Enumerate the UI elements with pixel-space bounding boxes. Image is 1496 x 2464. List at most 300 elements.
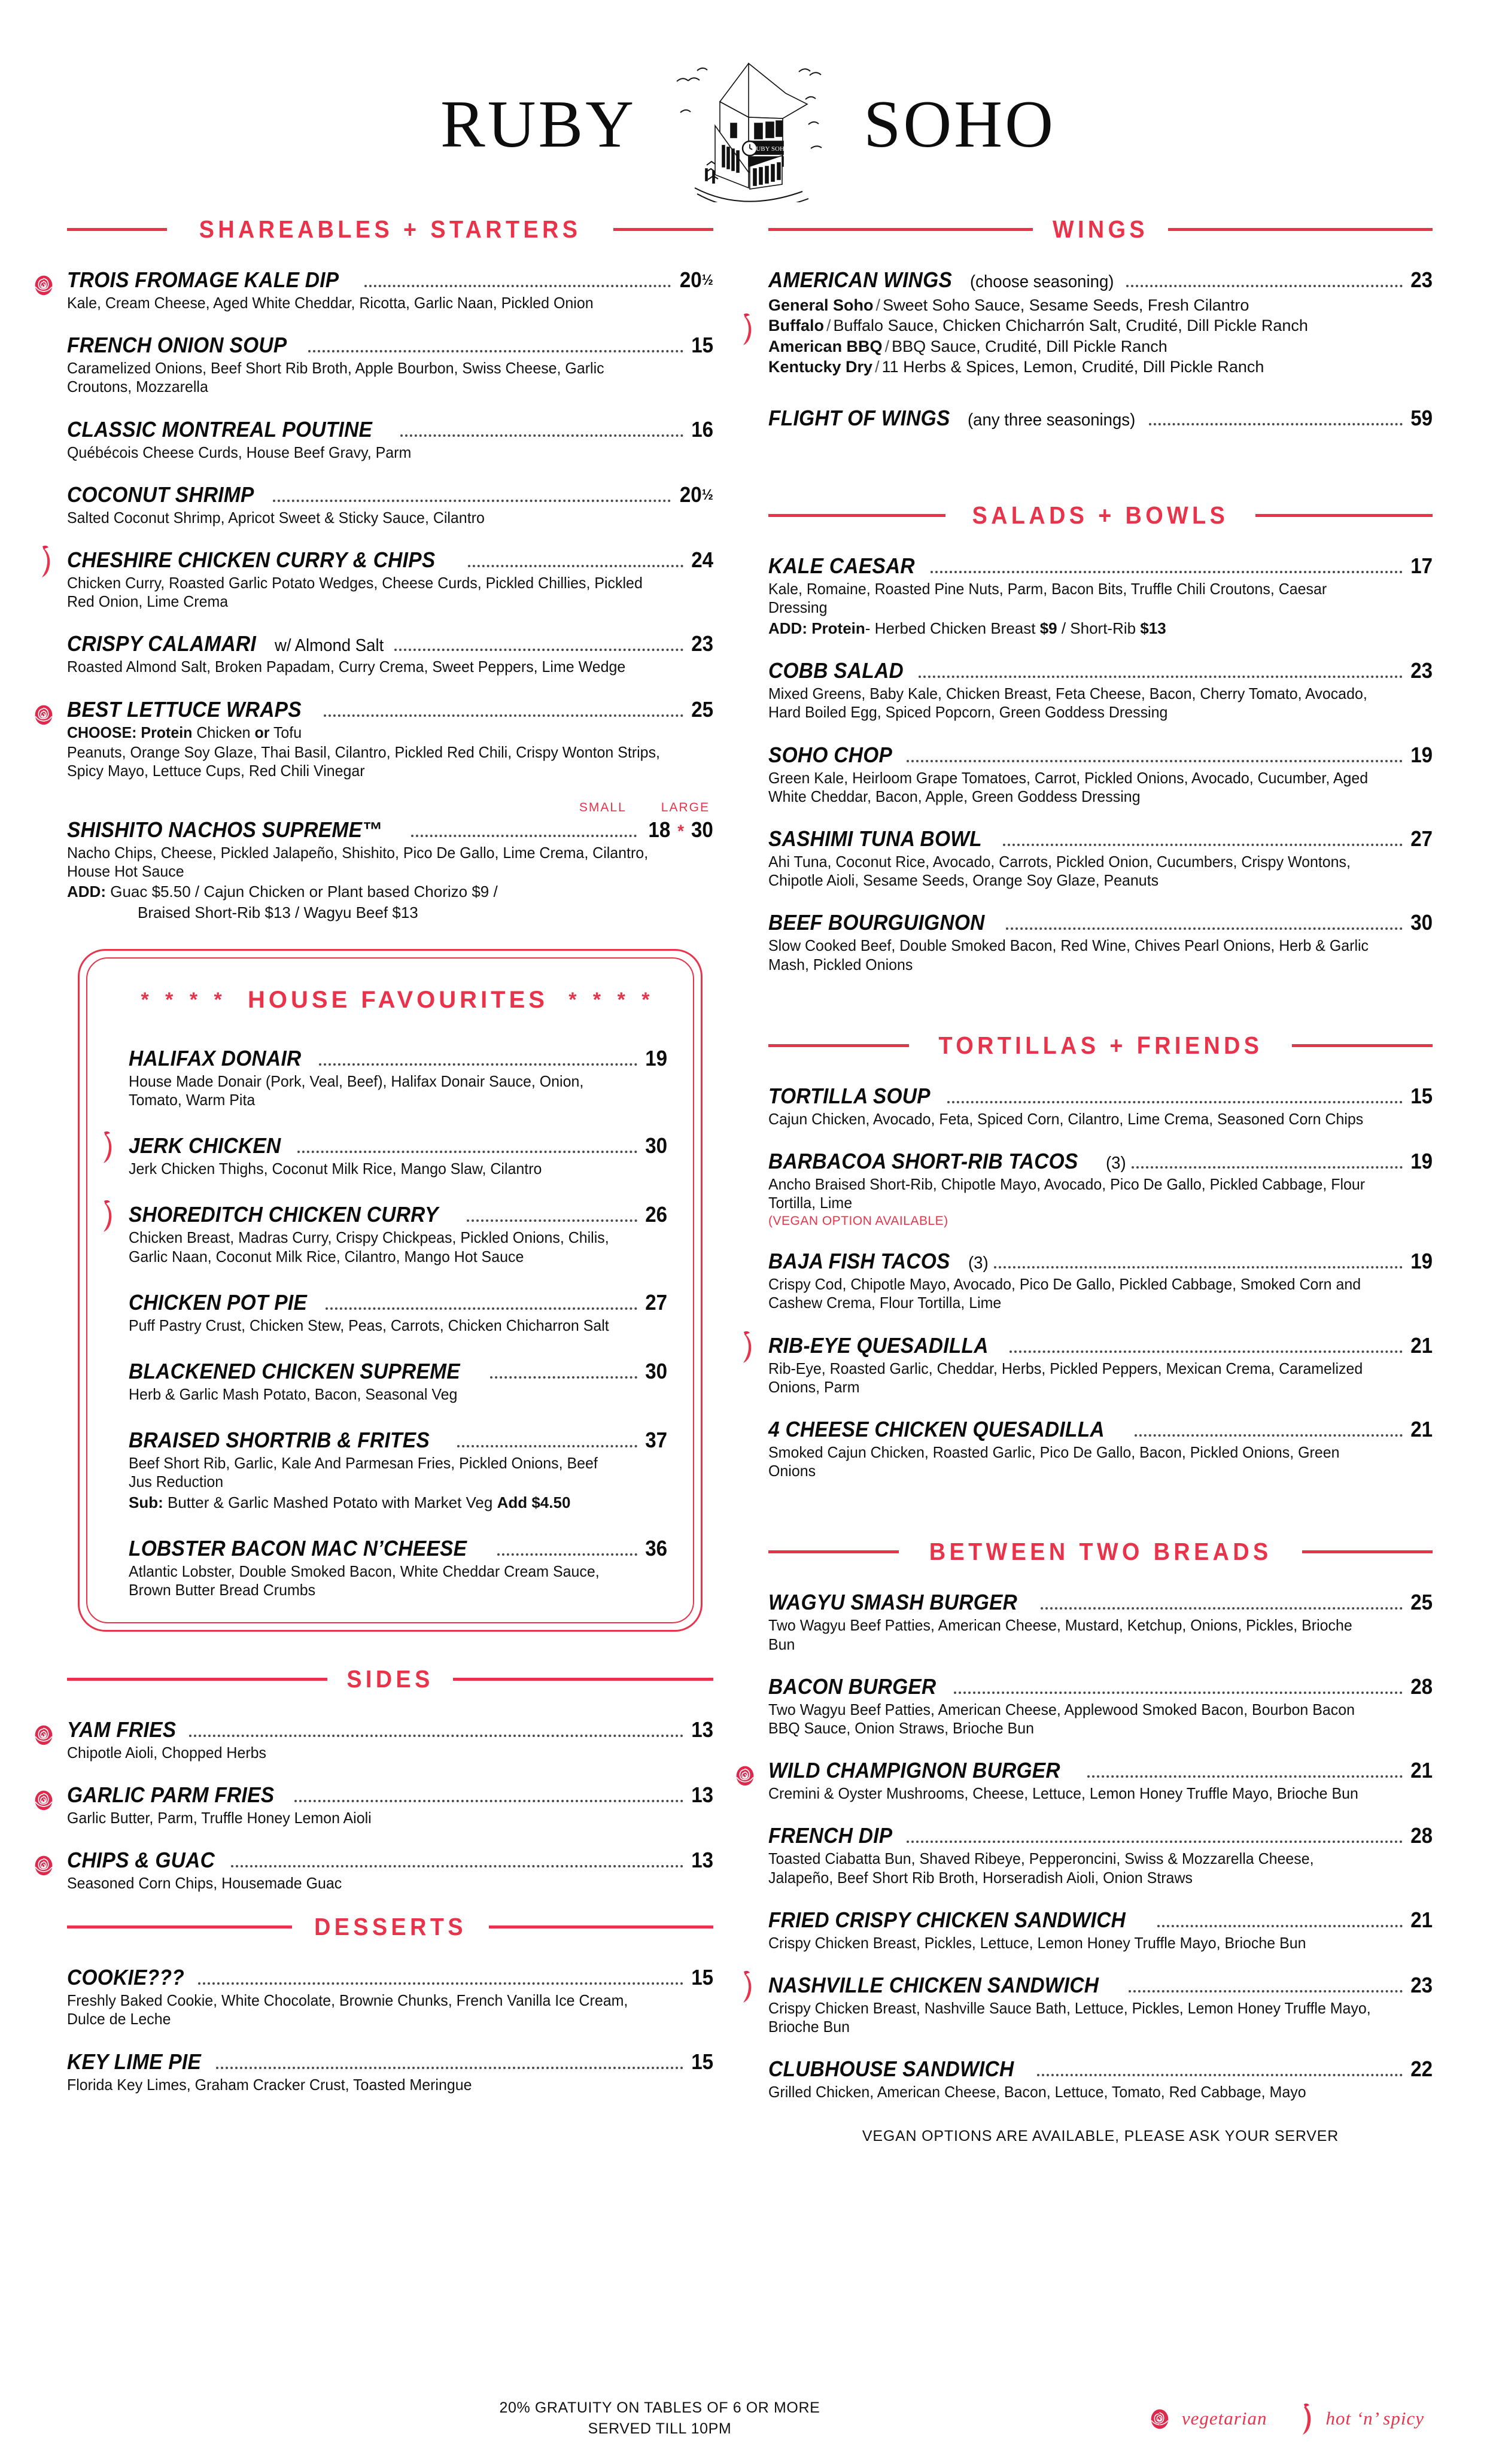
item-description: Peanuts, Orange Soy Glaze, Thai Basil, Cilantro, Pickled Red Chili, Crispy Wonton Strips, Spicy Mayo, Lettuce Cups, Red Chili Vinegar bbox=[67, 743, 660, 780]
rose-icon bbox=[30, 1851, 61, 1882]
item-name: CHIPS & GUAC bbox=[67, 1848, 215, 1873]
item-description: Québécois Cheese Curds, House Beef Gravy, Parm bbox=[67, 443, 412, 461]
item-head bbox=[67, 267, 713, 293]
item-price: 24 bbox=[691, 547, 713, 572]
divider-left bbox=[67, 1678, 327, 1681]
item-price: 30 bbox=[1410, 910, 1433, 935]
leader-dots bbox=[994, 1266, 1403, 1268]
stars-right: * * * * bbox=[568, 988, 655, 1011]
item-name: BRAISED SHORTRIB & FRITES bbox=[129, 1428, 430, 1453]
menu-item-shoreditch-chicken-curry[interactable] bbox=[129, 1202, 667, 1266]
item-price: 20½ bbox=[679, 267, 713, 292]
seasoning-separator: / bbox=[875, 296, 881, 314]
breads-items bbox=[768, 1590, 1433, 2101]
vegan-options-note: VEGAN OPTIONS ARE AVAILABLE, PLEASE ASK YOUR SERVER bbox=[862, 2128, 1339, 2145]
divider-left bbox=[768, 1044, 909, 1047]
item-price: 23 bbox=[1410, 658, 1433, 683]
item-name: CLASSIC MONTREAL POUTINE bbox=[67, 416, 373, 442]
chili-icon bbox=[94, 1130, 121, 1167]
item-name: AMERICAN WINGS bbox=[768, 267, 953, 292]
seasoning-description: 11 Herbs & Spices, Lemon, Crudité, Dill Pickle Ranch bbox=[881, 357, 1264, 376]
leader-dots bbox=[1126, 284, 1403, 287]
item-name: FLIGHT OF WINGS bbox=[768, 406, 950, 431]
legend-vegetarian-label: vegetarian bbox=[1181, 2407, 1267, 2429]
leader-dots bbox=[273, 499, 671, 502]
item-head bbox=[67, 333, 713, 358]
item-price: 59 bbox=[1410, 406, 1433, 431]
divider-right bbox=[1168, 228, 1433, 231]
wings-seasoning-list bbox=[768, 295, 1433, 377]
item-price: 28 bbox=[1410, 1674, 1433, 1699]
item-price: 20½ bbox=[679, 482, 713, 507]
section-header-breads bbox=[768, 1538, 1433, 1566]
item-name: TORTILLA SOUP bbox=[768, 1083, 931, 1108]
seasoning-description: Sweet Soho Sauce, Sesame Seeds, Fresh Cilantro bbox=[883, 296, 1249, 314]
wings-seasoning-american-bbq[interactable] bbox=[768, 336, 1433, 357]
choose-option-1: Chicken bbox=[196, 723, 251, 741]
divider-left bbox=[67, 1925, 292, 1928]
item-price: 27 bbox=[1410, 826, 1433, 851]
menu-item-kale-caesar[interactable] bbox=[768, 553, 1433, 638]
item-head bbox=[67, 631, 713, 656]
item-qualifier: w/ Almond Salt bbox=[274, 636, 384, 656]
house-favourites-items bbox=[129, 1046, 667, 1600]
item-description: Crispy Chicken Breast, Nashville Sauce Bath, Lettuce, Pickles, Lemon Honey Truffle Mayo, Brioche Bun bbox=[768, 1998, 1371, 2036]
menu-item-halifax-donair[interactable] bbox=[129, 1046, 667, 1109]
item-head bbox=[67, 1717, 713, 1742]
item-head bbox=[67, 417, 713, 442]
gratuity-line-1: 20% GRATUITY ON TABLES OF 6 OR MORE bbox=[499, 2399, 820, 2416]
item-qualifier: (3) bbox=[968, 1254, 989, 1273]
item-description: Seasoned Corn Chips, Housemade Guac bbox=[67, 1874, 342, 1893]
leader-dots bbox=[198, 1982, 683, 1985]
legend-spicy bbox=[1293, 2401, 1424, 2436]
item-description: Cajun Chicken, Avocado, Feta, Spiced Corn, Cilantro, Lime Crema, Seasoned Corn Chips bbox=[768, 1109, 1364, 1128]
item-price: 19 bbox=[1410, 742, 1433, 767]
shareables-items bbox=[67, 267, 713, 780]
add-price-1: $9 bbox=[1039, 619, 1057, 637]
legend bbox=[1146, 2401, 1424, 2436]
item-name: CRISPY CALAMARI bbox=[67, 631, 257, 656]
item-description: Caramelized Onions, Beef Short Rib Broth, Apple Bourbon, Swiss Cheese, Garlic Croutons, Mozzarella bbox=[67, 359, 604, 396]
item-description: Slow Cooked Beef, Double Smoked Bacon, Red Wine, Chives Pearl Onions, Herb & Garlic Mash, Pickled Onions bbox=[768, 936, 1369, 974]
leader-dots bbox=[1006, 927, 1403, 930]
menu-item-4-cheese-chicken-quesadilla[interactable] bbox=[768, 1417, 1433, 1480]
menu-item-crispy-calamari[interactable] bbox=[67, 631, 713, 676]
item-head bbox=[768, 1908, 1433, 1933]
house-favourites-title bbox=[129, 987, 667, 1014]
seasoning-separator: / bbox=[826, 317, 831, 335]
wings-seasoning-general-soho[interactable] bbox=[768, 295, 1433, 315]
item-head bbox=[129, 1359, 667, 1384]
leader-dots bbox=[1003, 843, 1403, 846]
item-price-pair bbox=[649, 817, 713, 842]
leader-dots bbox=[1087, 1775, 1403, 1778]
menu-item-chips-guac[interactable] bbox=[67, 1848, 713, 1893]
item-head bbox=[129, 1428, 667, 1453]
item-name: COOKIE??? bbox=[67, 1965, 184, 1990]
item-description: Toasted Ciabatta Bun, Shaved Ribeye, Pepperoncini, Swiss & Mozzarella Cheese, Jalapeño, Beef Short Rib Broth, Horseradish Aioli, Onion Straws bbox=[768, 1849, 1314, 1887]
seasoning-name: Kentucky Dry bbox=[768, 357, 873, 376]
leader-dots bbox=[319, 1063, 637, 1066]
item-description: Atlantic Lobster, Double Smoked Bacon, White Cheddar Cream Sauce, Brown Butter Bread Crumbs bbox=[129, 1562, 600, 1599]
menu-item-key-lime-pie[interactable] bbox=[67, 2049, 713, 2094]
tortillas-items bbox=[768, 1084, 1433, 1481]
divider-left bbox=[768, 1550, 899, 1553]
item-name: SOHO CHOP bbox=[768, 742, 893, 767]
item-price: 21 bbox=[1410, 1758, 1433, 1783]
item-note: (VEGAN OPTION AVAILABLE) bbox=[768, 1214, 948, 1228]
leader-dots bbox=[1041, 1607, 1403, 1610]
menu-footer bbox=[0, 2398, 1496, 2439]
section-title-tortillas: TORTILLAS + FRIENDS bbox=[938, 1031, 1263, 1059]
item-price: 13 bbox=[691, 1782, 713, 1807]
leader-dots bbox=[1135, 1434, 1403, 1437]
menu-item-cobb-salad[interactable] bbox=[768, 658, 1433, 722]
item-description: Smoked Cajun Chicken, Roasted Garlic, Pico De Gallo, Bacon, Pickled Onions, Green Onions bbox=[768, 1443, 1340, 1480]
item-price: 28 bbox=[1410, 1823, 1433, 1848]
menu-item-nashville-chicken-sandwich[interactable] bbox=[768, 1973, 1433, 2036]
leader-dots bbox=[457, 1444, 637, 1447]
item-price: 23 bbox=[1410, 267, 1433, 292]
item-head bbox=[768, 1333, 1433, 1358]
item-price: 21 bbox=[1410, 1333, 1433, 1358]
leader-dots bbox=[326, 1307, 637, 1310]
item-description: Ahi Tuna, Coconut Rice, Avocado, Carrots, Pickled Onion, Cucumbers, Crispy Wontons, Chipotle Aioli, Sesame Seeds, Orange Soy Glaze, Peanuts bbox=[768, 852, 1351, 890]
leader-dots bbox=[411, 834, 637, 837]
add-price-2: $13 bbox=[1140, 619, 1166, 637]
desserts-items bbox=[67, 1965, 713, 2094]
menu-item-fried-crispy-chicken-sandwich[interactable] bbox=[768, 1908, 1433, 1952]
item-description: Florida Key Limes, Graham Cracker Crust, Toasted Meringue bbox=[67, 2075, 472, 2094]
divider-right bbox=[1292, 1044, 1433, 1047]
menu-item-barbacoa-short-rib-tacos[interactable] bbox=[768, 1149, 1433, 1228]
item-description: House Made Donair (Pork, Veal, Beef), Halifax Donair Sauce, Onion, Tomato, Warm Pita bbox=[129, 1072, 584, 1109]
item-head bbox=[67, 1782, 713, 1808]
item-description: Crispy Cod, Chipotle Mayo, Avocado, Pico De Gallo, Pickled Cabbage, Smoked Corn and Cashew Crema, Flour Tortilla, Lime bbox=[768, 1275, 1361, 1312]
leader-dots bbox=[468, 564, 683, 567]
leader-dots bbox=[297, 1150, 637, 1153]
item-sub-line bbox=[129, 1493, 667, 1513]
leader-dots bbox=[947, 1100, 1403, 1103]
nachos-add-line-2: Braised Short-Rib $13 / Wagyu Beef $13 bbox=[138, 904, 418, 922]
menu-item-cookie[interactable] bbox=[67, 1965, 713, 2028]
menu-item-soho-chop[interactable] bbox=[768, 743, 1433, 806]
add-text: Guac $5.50 / Cajun Chicken or Plant based Chorizo $9 / bbox=[106, 883, 498, 901]
leader-dots bbox=[907, 759, 1403, 762]
divider-right bbox=[489, 1925, 714, 1928]
section-title-salads: SALADS + BOWLS bbox=[972, 501, 1229, 530]
menu-item-tortilla-soup[interactable] bbox=[768, 1084, 1433, 1128]
item-head bbox=[67, 1965, 713, 1990]
house-favourites-box bbox=[78, 949, 703, 1632]
seasoning-description: Buffalo Sauce, Chicken Chicharrón Salt, Crudité, Dill Pickle Ranch bbox=[833, 317, 1308, 335]
leader-dots bbox=[1037, 2073, 1403, 2076]
item-name: BAJA FISH TACOS bbox=[768, 1249, 950, 1274]
leader-dots bbox=[294, 1799, 683, 1802]
item-description: Two Wagyu Beef Patties, American Cheese, Mustard, Ketchup, Onions, Pickles, Brioche Bun bbox=[768, 1616, 1352, 1653]
chili-icon bbox=[1293, 2401, 1317, 2436]
item-price: 37 bbox=[645, 1428, 667, 1453]
divider-right bbox=[613, 228, 713, 231]
leader-dots bbox=[364, 284, 671, 287]
section-title-breads: BETWEEN TWO BREADS bbox=[929, 1538, 1272, 1566]
section-title-sides: SIDES bbox=[346, 1665, 434, 1693]
rose-icon bbox=[30, 1786, 61, 1817]
item-name: FRIED CRISPY CHICKEN SANDWICH bbox=[768, 1907, 1126, 1932]
menu-item-jerk-chicken[interactable] bbox=[129, 1133, 667, 1178]
item-qualifier: (3) bbox=[1105, 1153, 1126, 1173]
item-name: YAM FRIES bbox=[67, 1717, 177, 1742]
leader-dots bbox=[1129, 1990, 1403, 1993]
item-price: 25 bbox=[1410, 1590, 1433, 1615]
menu-item-garlic-parm-fries[interactable] bbox=[67, 1782, 713, 1827]
favourites-title-text: HOUSE FAVOURITES bbox=[248, 986, 548, 1013]
menu-item-bacon-burger[interactable] bbox=[768, 1674, 1433, 1738]
item-name: BARBACOA SHORT-RIB TACOS bbox=[768, 1148, 1078, 1173]
item-name: BEST LETTUCE WRAPS bbox=[67, 696, 302, 722]
menu-item-flight-of-wings[interactable] bbox=[768, 406, 1433, 431]
divider-left bbox=[768, 228, 1033, 231]
stars-left: * * * * bbox=[141, 988, 227, 1011]
item-name: HALIFAX DONAIR bbox=[129, 1045, 302, 1070]
add-label: ADD: Protein bbox=[768, 619, 865, 637]
menu-item-yam-fries[interactable] bbox=[67, 1717, 713, 1762]
menu-item-clubhouse-sandwich[interactable] bbox=[768, 2057, 1433, 2101]
section-header-desserts bbox=[67, 1913, 713, 1941]
leader-dots bbox=[308, 349, 683, 352]
rose-icon bbox=[1146, 2405, 1173, 2432]
menu-item-american-wings[interactable] bbox=[768, 267, 1433, 377]
leader-dots bbox=[394, 648, 683, 651]
item-description: Cremini & Oyster Mushrooms, Cheese, Lettuce, Lemon Honey Truffle Mayo, Brioche Bun bbox=[768, 1784, 1358, 1803]
item-name: COCONUT SHRIMP bbox=[67, 482, 254, 507]
item-name: KALE CAESAR bbox=[768, 553, 915, 579]
item-price: 15 bbox=[691, 333, 713, 358]
item-price: 19 bbox=[1410, 1249, 1433, 1274]
item-price: 19 bbox=[1410, 1148, 1433, 1173]
chili-icon bbox=[32, 544, 60, 581]
seasoning-name: American BBQ bbox=[768, 337, 883, 355]
item-price: 15 bbox=[691, 1965, 713, 1990]
add-text: - Herbed Chicken Breast bbox=[865, 619, 1040, 637]
item-head bbox=[768, 1590, 1433, 1615]
divider-right bbox=[453, 1678, 713, 1681]
item-head bbox=[67, 547, 713, 573]
section-title-shareables: SHAREABLES + STARTERS bbox=[199, 215, 582, 243]
item-price: 13 bbox=[691, 1848, 713, 1873]
leader-dots bbox=[497, 1553, 637, 1556]
divider-left bbox=[768, 514, 945, 517]
item-name: RIB-EYE QUESADILLA bbox=[768, 1333, 989, 1358]
price-small: 18 bbox=[648, 817, 671, 842]
item-price: 17 bbox=[1410, 553, 1433, 579]
chili-icon bbox=[734, 1330, 761, 1367]
item-description: Ancho Braised Short-Rib, Chipotle Mayo, Avocado, Pico De Gallo, Pickled Cabbage, Flour Tortilla, Lime bbox=[768, 1175, 1366, 1212]
price-separator-star: * bbox=[677, 822, 685, 842]
menu-item-cheshire-chicken-curry-chips[interactable] bbox=[67, 547, 713, 611]
section-title-wings: WINGS bbox=[1052, 215, 1149, 243]
menu-item-sashimi-tuna-bowl[interactable] bbox=[768, 826, 1433, 890]
item-name: GARLIC PARM FRIES bbox=[67, 1782, 275, 1807]
item-name: BACON BURGER bbox=[768, 1674, 936, 1699]
item-name: TROIS FROMAGE KALE DIP bbox=[67, 267, 339, 292]
item-choose-line bbox=[67, 723, 662, 742]
item-head bbox=[768, 1084, 1433, 1109]
rose-icon bbox=[30, 701, 61, 732]
leader-dots bbox=[1010, 1350, 1403, 1353]
item-name: FRENCH ONION SOUP bbox=[67, 333, 287, 358]
leader-dots bbox=[907, 1840, 1403, 1843]
leader-dots bbox=[954, 1691, 1403, 1694]
chili-icon bbox=[94, 1198, 121, 1236]
item-name: SHISHITO NACHOS SUPREME™ bbox=[67, 817, 382, 842]
menu-item-chicken-pot-pie[interactable] bbox=[129, 1290, 667, 1335]
item-price: 26 bbox=[645, 1202, 667, 1227]
item-description: Roasted Almond Salt, Broken Papadam, Curry Crema, Sweet Peppers, Lime Wedge bbox=[67, 658, 626, 676]
sub-add-price: Add $4.50 bbox=[497, 1493, 571, 1511]
menu-item-french-dip[interactable] bbox=[768, 1823, 1433, 1887]
seasoning-separator: / bbox=[884, 337, 890, 355]
leader-dots bbox=[231, 1864, 683, 1867]
item-head bbox=[129, 1536, 667, 1561]
seasoning-separator: / bbox=[875, 357, 880, 376]
menu-item-rib-eye-quesadilla[interactable] bbox=[768, 1333, 1433, 1397]
logo-sign-text: RUBY SOHO bbox=[752, 145, 789, 153]
item-description: Jerk Chicken Thighs, Coconut Milk Rice, Mango Slaw, Cilantro bbox=[129, 1160, 542, 1178]
item-head bbox=[768, 1417, 1433, 1442]
item-price: 23 bbox=[1410, 1972, 1433, 1997]
salads-items bbox=[768, 553, 1433, 974]
menu-item-coconut-shrimp[interactable] bbox=[67, 482, 713, 527]
brand-left: RUBY bbox=[440, 87, 637, 162]
item-price: 15 bbox=[691, 2049, 713, 2074]
menu-item-braised-shortrib-frites[interactable] bbox=[129, 1428, 667, 1512]
menu-item-shishito-nachos[interactable] bbox=[67, 801, 713, 923]
item-price: 30 bbox=[645, 1359, 667, 1383]
rose-icon bbox=[30, 1721, 61, 1752]
item-description: Chicken Curry, Roasted Garlic Potato Wedges, Cheese Curds, Pickled Chillies, Pickled Red Onion, Lime Crema bbox=[67, 573, 643, 611]
item-price: 16 bbox=[691, 416, 713, 442]
divider-right bbox=[1302, 1550, 1433, 1553]
rose-icon bbox=[731, 1762, 762, 1793]
sub-label: Sub: bbox=[129, 1493, 163, 1511]
gratuity-line-2: SERVED TILL 10PM bbox=[588, 2420, 732, 2437]
menu-header bbox=[0, 0, 1496, 202]
add-lead: ADD: bbox=[67, 883, 106, 901]
menu-item-lobster-bacon-mac-n-cheese[interactable] bbox=[129, 1536, 667, 1599]
item-price: 36 bbox=[645, 1536, 667, 1561]
item-description: Chicken Breast, Madras Curry, Crispy Chickpeas, Pickled Onions, Chilis, Garlic Naan, Coconut Milk Rice, Cilantro, Mango Hot Sauce bbox=[129, 1228, 609, 1266]
wings-seasoning-kentucky-dry[interactable] bbox=[768, 357, 1433, 377]
leader-dots bbox=[400, 434, 683, 437]
leader-dots bbox=[931, 570, 1403, 573]
item-name: BLACKENED CHICKEN SUPREME bbox=[129, 1359, 460, 1383]
item-name: SHOREDITCH CHICKEN CURRY bbox=[129, 1202, 439, 1227]
legend-spicy-label: hot ‘n’ spicy bbox=[1325, 2407, 1424, 2429]
item-head bbox=[67, 482, 713, 507]
sub-text: Butter & Garlic Mashed Potato with Market Veg bbox=[163, 1493, 497, 1511]
menu-item-beef-bourguignon[interactable] bbox=[768, 910, 1433, 974]
menu-item-baja-fish-tacos[interactable] bbox=[768, 1249, 1433, 1312]
right-column bbox=[768, 215, 1433, 2145]
item-name: KEY LIME PIE bbox=[67, 2049, 202, 2074]
menu-item-french-onion-soup[interactable] bbox=[67, 333, 713, 396]
wings-seasoning-buffalo[interactable] bbox=[768, 315, 1433, 336]
menu-item-wild-champignon-burger[interactable] bbox=[768, 1758, 1433, 1803]
item-description: Puff Pastry Crust, Chicken Stew, Peas, Carrots, Chicken Chicharron Salt bbox=[129, 1316, 609, 1334]
chili-icon bbox=[734, 1969, 761, 2006]
seasoning-name: General Soho bbox=[768, 296, 874, 314]
item-head bbox=[67, 817, 713, 842]
item-description: Kale, Romaine, Roasted Pine Nuts, Parm, Bacon Bits, Truffle Chili Croutons, Caesar Dressing bbox=[768, 580, 1327, 617]
add-separator: / Short-Rib bbox=[1057, 619, 1141, 637]
item-name: LOBSTER BACON MAC N’CHEESE bbox=[129, 1536, 467, 1561]
leader-dots bbox=[1157, 1924, 1403, 1927]
item-head bbox=[768, 1674, 1433, 1699]
restaurant-building-logo bbox=[660, 47, 840, 202]
item-description: Garlic Butter, Parm, Truffle Honey Lemon Aioli bbox=[67, 1808, 372, 1827]
item-price: 19 bbox=[645, 1045, 667, 1070]
item-qualifier: (any three seasonings) bbox=[968, 410, 1136, 430]
nachos-size-labels bbox=[67, 801, 713, 815]
item-description: Salted Coconut Shrimp, Apricot Sweet & Sticky Sauce, Cilantro bbox=[67, 508, 485, 527]
item-description: Grilled Chicken, American Cheese, Bacon, Lettuce, Tomato, Red Cabbage, Mayo bbox=[768, 2083, 1306, 2101]
item-name: NASHVILLE CHICKEN SANDWICH bbox=[768, 1972, 1099, 1997]
item-head bbox=[67, 1848, 713, 1873]
menu-item-wagyu-smash-burger[interactable] bbox=[768, 1590, 1433, 1653]
item-name: 4 CHEESE CHICKEN QUESADILLA bbox=[768, 1417, 1105, 1442]
item-description: Rib-Eye, Roasted Garlic, Cheddar, Herbs, Pickled Peppers, Mexican Crema, Caramelized Onions, Parm bbox=[768, 1359, 1363, 1396]
leader-dots bbox=[1149, 422, 1402, 425]
item-head bbox=[129, 1133, 667, 1158]
item-add-line bbox=[768, 619, 1433, 638]
item-description: Herb & Garlic Mash Potato, Bacon, Seasonal Veg bbox=[129, 1385, 458, 1403]
item-head bbox=[768, 2057, 1433, 2082]
item-head bbox=[768, 1823, 1433, 1848]
rose-icon bbox=[30, 271, 61, 302]
divider-left bbox=[67, 228, 167, 231]
choose-label: CHOOSE: Protein bbox=[67, 723, 193, 741]
item-name: JERK CHICKEN bbox=[129, 1133, 281, 1158]
item-description: Green Kale, Heirloom Grape Tomatoes, Carrot, Pickled Onions, Avocado, Cucumber, Aged White Cheddar, Bacon, Apple, Green Goddess Dressing bbox=[768, 768, 1369, 805]
leader-dots bbox=[467, 1219, 637, 1222]
seasoning-name: Buffalo bbox=[768, 317, 824, 335]
menu-item-best-lettuce-wraps[interactable] bbox=[67, 697, 713, 781]
section-header-sides bbox=[67, 1665, 713, 1693]
item-head bbox=[768, 1149, 1433, 1174]
leader-dots bbox=[189, 1734, 683, 1737]
item-price: 30 bbox=[645, 1133, 667, 1158]
seasoning-description: BBQ Sauce, Crudité, Dill Pickle Ranch bbox=[892, 337, 1167, 355]
item-price: 27 bbox=[645, 1289, 667, 1315]
size-label-large: LARGE bbox=[661, 801, 710, 815]
menu-item-classic-montreal-poutine[interactable] bbox=[67, 417, 713, 462]
item-head bbox=[768, 743, 1433, 768]
item-price: 13 bbox=[691, 1717, 713, 1742]
section-header-tortillas bbox=[768, 1032, 1433, 1060]
menu-item-blackened-chicken-supreme[interactable] bbox=[129, 1359, 667, 1404]
item-head bbox=[67, 697, 713, 722]
item-head bbox=[768, 1973, 1433, 1998]
leader-dots bbox=[490, 1376, 637, 1379]
choose-or: or bbox=[254, 723, 270, 741]
section-header-wings bbox=[768, 215, 1433, 244]
chili-icon bbox=[734, 312, 761, 349]
menu-item-trois-fromage-kale-dip[interactable] bbox=[67, 267, 713, 312]
item-name: CHICKEN POT PIE bbox=[129, 1289, 308, 1315]
item-head bbox=[129, 1290, 667, 1315]
